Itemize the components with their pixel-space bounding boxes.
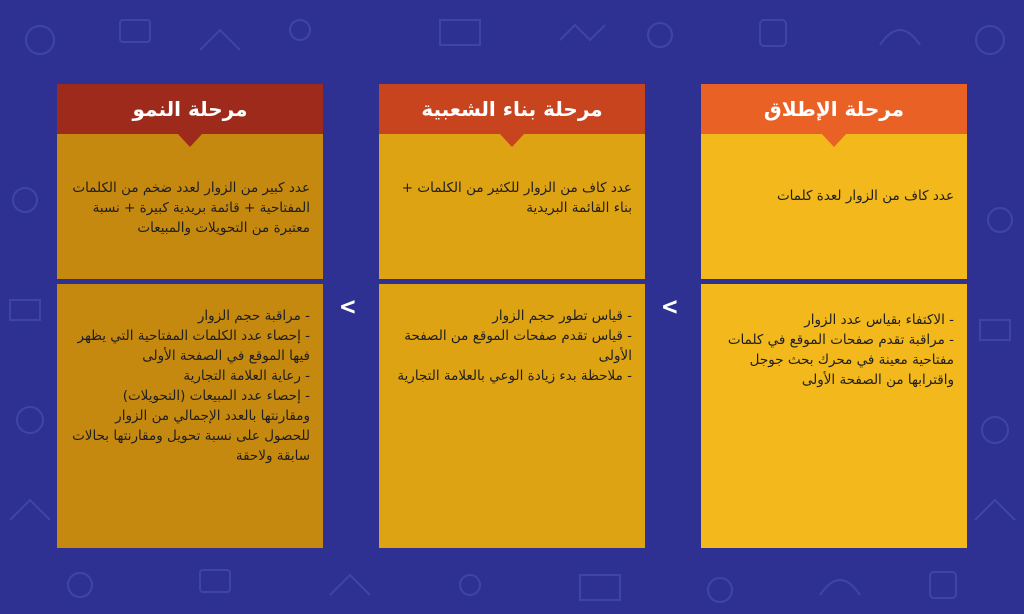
stage-growth-summary-box (57, 134, 323, 279)
stage-growth-detail: - مراقبة حجم الزوار (197, 308, 310, 324)
stage-growth-detail: - إحصاء عدد المبيعات (التحويلات) ومقارنتها بالعدد الإجمالي من الزوار للحصول على نسبة تحويل ومقارنتها بحالات سابقة ولاحقة (72, 388, 310, 464)
stage-popularity-detail: - قياس تطور حجم الزوار (492, 308, 632, 324)
chevron-left-icon: < (340, 292, 356, 322)
stage-launch-header (701, 84, 967, 134)
header-pointer-icon (821, 133, 847, 147)
stage-growth-header (57, 84, 323, 134)
stage-launch-summary: عدد كاف من الزوار لعدة كلمات (776, 188, 954, 204)
stage-popularity-detail: - ملاحظة بدء زيادة الوعي بالعلامة التجارية (397, 368, 632, 384)
stage-popularity-details-box (379, 284, 645, 548)
stage-growth-details-box (57, 284, 323, 548)
stage-launch-details-box (701, 284, 967, 548)
stage-launch-column (701, 84, 967, 388)
stage-launch-title: مرحلة الإطلاق (763, 97, 905, 121)
stage-popularity-column (379, 84, 645, 384)
stage-popularity-summary: عدد كاف من الزوار للكثير من الكلمات + بناء القائمة البريدية (401, 180, 632, 216)
stage-growth-detail: - إحصاء عدد الكلمات المفتاحية التي يظهر فيها الموقع في الصفحة الأولى (77, 328, 310, 364)
stage-launch-detail: - الاكتفاء بقياس عدد الزوار (804, 312, 954, 328)
chevron-left-icon: < (662, 292, 678, 322)
stage-growth-title: مرحلة النمو (132, 97, 248, 121)
header-pointer-icon (499, 133, 525, 147)
stage-growth-column (57, 84, 323, 464)
stage-launch-summary-box (701, 134, 967, 279)
stage-popularity-summary-box (379, 134, 645, 279)
stage-growth-summary: عدد كبير من الزوار لعدد ضخم من الكلمات المفتاحية + قائمة بريدية كبيرة + نسبة معتبرة من التحويلات والمبيعات (72, 180, 310, 236)
stage-popularity-detail: - قياس تقدم صفحات الموقع من الصفحة الأولى (404, 328, 632, 364)
stage-popularity-title: مرحلة بناء الشعبية (421, 97, 603, 121)
stage-launch-detail: - مراقبة تقدم صفحات الموقع في كلمات مفتاحية معينة في محرك بحث جوجل واقترابها من الصفحة الأولى (727, 332, 954, 388)
stage-popularity-header (379, 84, 645, 134)
header-pointer-icon (177, 133, 203, 147)
stage-growth-detail: - رعاية العلامة التجارية (183, 368, 310, 384)
